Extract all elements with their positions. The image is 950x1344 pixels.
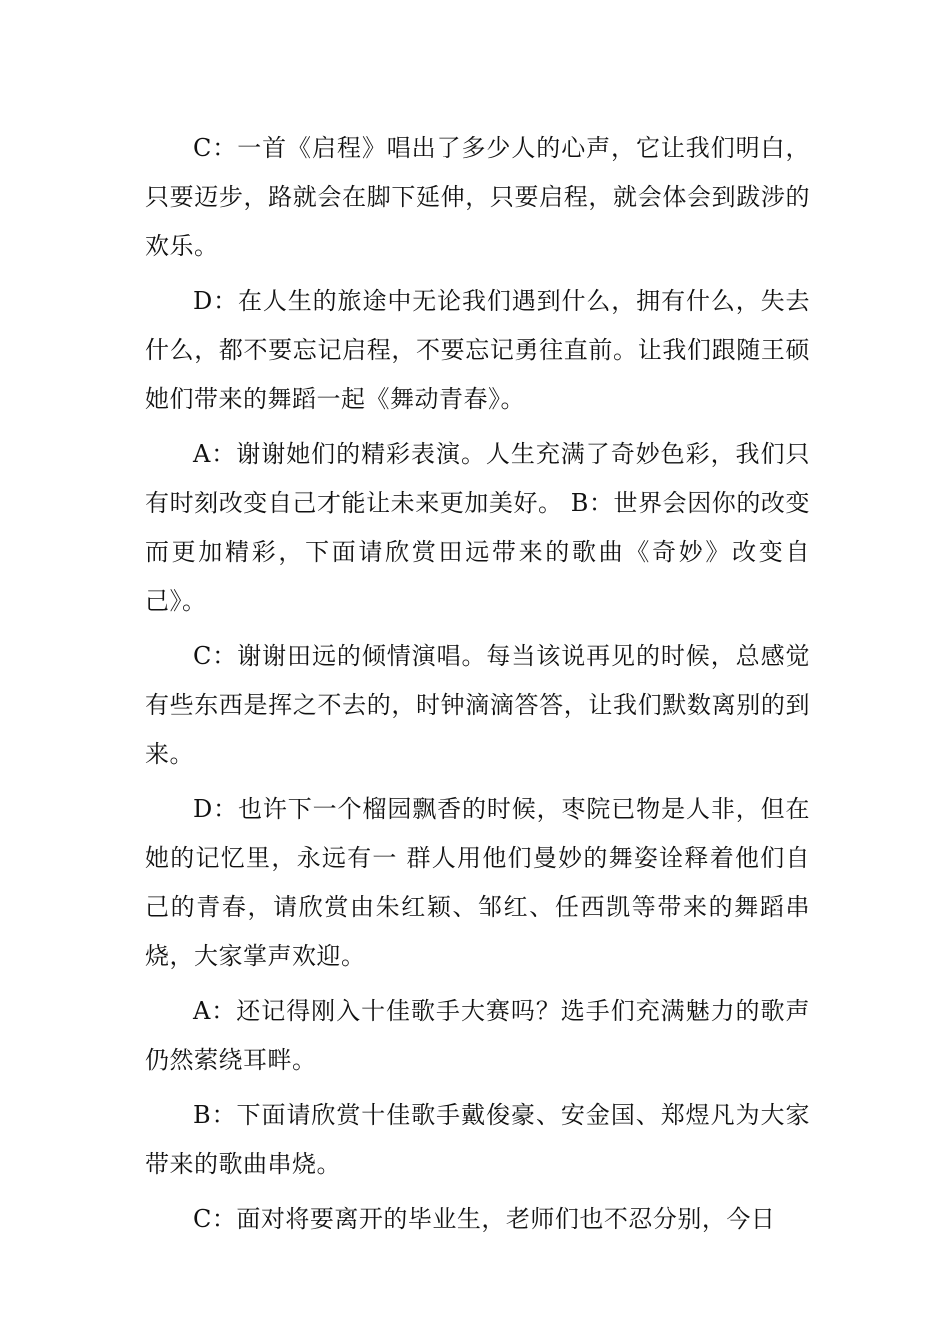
paragraph-c-teachers: C：面对将要离开的毕业生，老师们也不忍分别，今日 <box>193 1205 776 1233</box>
paragraph-a-b-qimiao: A：谢谢她们的精彩表演。人生充满了奇妙色彩，我们只有时刻改变自己才能让未来更加美好。 B：世界会因你的改变而更加精彩，下面请欣赏田远带来的歌曲《奇妙》改变自己》。 <box>145 440 810 615</box>
paragraph-a-top-ten-singers: A：还记得刚入十佳歌手大赛吗？选手们充满魅力的歌声仍然萦绕耳畔。 <box>145 997 810 1074</box>
paragraph-b-song-medley: B：下面请欣赏十佳歌手戴俊豪、安金国、郑煜凡为大家带来的歌曲串烧。 <box>145 1101 810 1178</box>
document-page <box>145 124 810 1250</box>
paragraph-d-dance-medley: D：也许下一个榴园飘香的时候，枣院已物是人非，但在她的记忆里，永远有一 群人用他们曼妙的舞姿诠释着他们自己的青春，请欣赏由朱红颖、邹红、任西凯等带来的舞蹈串烧，大家掌声欢迎。 <box>145 795 810 970</box>
paragraph-c-tianyuan: C：谢谢田远的倾情演唱。每当该说再见的时候，总感觉有些东西是挥之不去的，时钟滴滴答答，让我们默数离别的到来。 <box>145 642 810 768</box>
paragraph-c-qicheng: C：一首《启程》唱出了多少人的心声，它让我们明白，只要迈步，路就会在脚下延伸，只要启程，就会体会到跋涉的欢乐。 <box>145 134 810 260</box>
paragraph-d-wudong-qingchun: D：在人生的旅途中无论我们遇到什么，拥有什么，失去什么，都不要忘记启程，不要忘记勇往直前。让我们跟随王硕她们带来的舞蹈一起《舞动青春》。 <box>145 287 810 413</box>
